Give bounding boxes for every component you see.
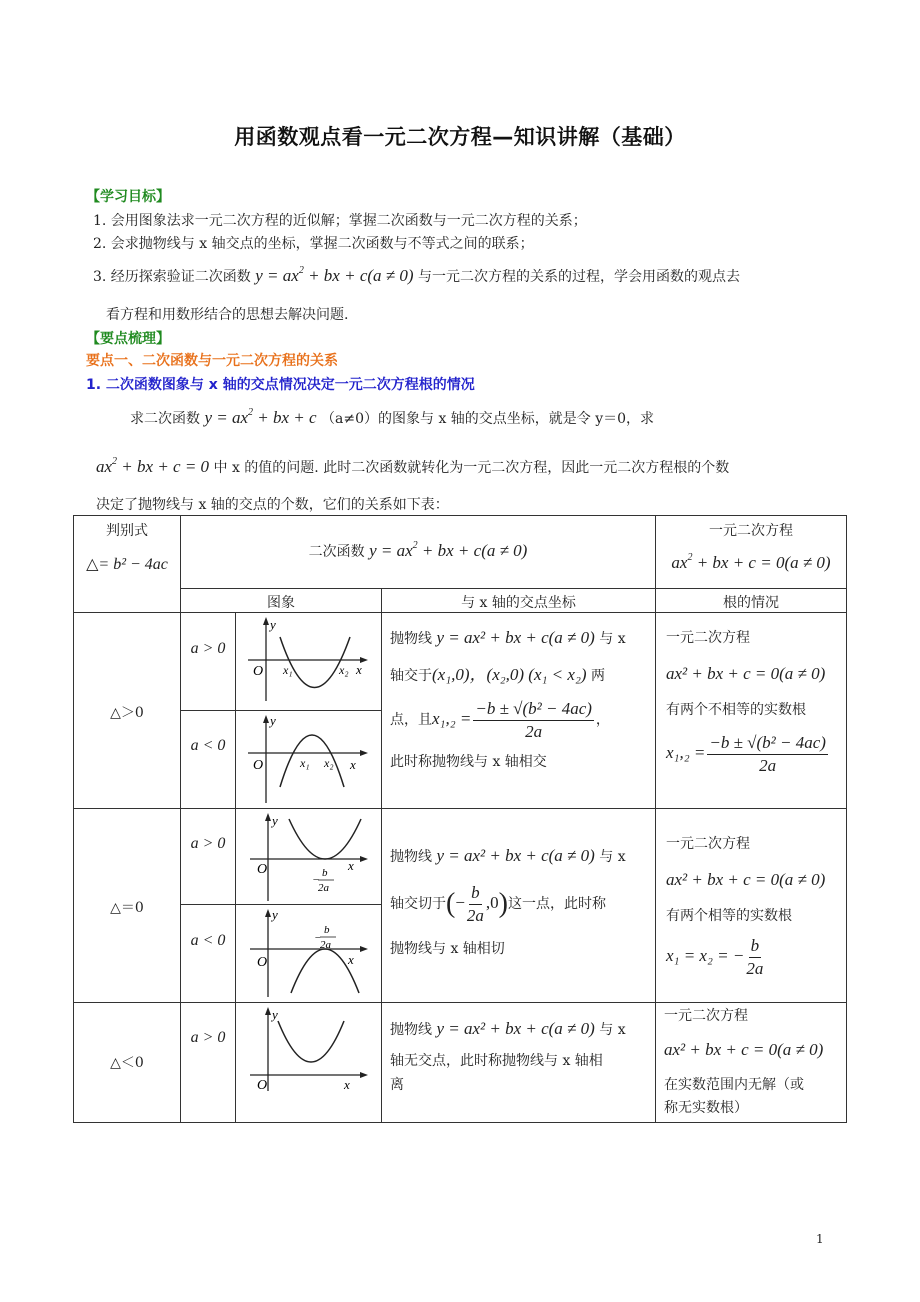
vertex-num-label: b xyxy=(324,924,330,936)
x-axis-arrow-icon xyxy=(360,750,368,756)
section-1-heading: 要点一、二次函数与一元二次方程的关系 xyxy=(86,353,338,369)
origin-label: O xyxy=(257,862,268,877)
page-title: 用函数观点看一元二次方程—知识讲解（基础） xyxy=(234,125,686,149)
vertex-den-label: 2a xyxy=(320,939,331,951)
r2-roots-l3: 有两个相等的实数根 xyxy=(666,908,792,924)
objectives-heading: 【学习目标】 xyxy=(86,189,170,205)
r2-l1-suffix: 与 x xyxy=(599,849,626,865)
r1-func: y = ax² + bx + c(a ≠ 0) xyxy=(436,628,595,647)
r1-l3-prefix: 点，且 xyxy=(390,712,432,728)
cond-r1-a: a > 0 xyxy=(190,640,226,657)
r1-roots-frac xyxy=(707,732,828,777)
r2-roots-formula-lhs: x₁ = x₂ = − xyxy=(666,946,745,965)
r2-point-frac xyxy=(467,882,484,927)
r1-formula-frac xyxy=(473,698,594,743)
y-axis-arrow-icon xyxy=(265,1007,271,1015)
x2-label: x₂ xyxy=(339,663,349,677)
r3-intersect xyxy=(390,1012,655,1095)
y-axis-arrow-icon xyxy=(263,617,269,625)
para-func: $y = ax^2$ + bx + c xyxy=(204,407,317,427)
paragraph-line-3: 决定了抛物线与 x 轴的交点的个数，它们的关系如下表： xyxy=(96,497,449,513)
row-line-header-split xyxy=(180,588,846,589)
x-axis-arrow-icon xyxy=(360,946,368,952)
r1-roots-num: −b ± √(b² − 4ac) xyxy=(707,732,828,755)
graph-down-tangent xyxy=(236,905,381,1002)
cond-r3-a: a > 0 xyxy=(190,1029,226,1046)
cond-r2-a: a > 0 xyxy=(190,835,226,852)
r1-intersect: 抛物线 y = ax² + bx + c(a ≠ 0) 与 x 轴交于(x₁,0)，(x₂,0) (x₁ < x₂) 两 点，且x₁,₂ = $\frac{\text{−b ± √(b² − 4ac)}}{2a}$ ， 此时称抛物线与 x 轴相交 xyxy=(390,620,655,780)
y-label: y xyxy=(272,813,278,828)
header-col-graph: 图象 xyxy=(267,595,295,611)
x1-label: x₁ xyxy=(283,663,293,677)
origin-label: O xyxy=(257,1078,268,1093)
r1-roots-l3: 有两个不相等的实数根 xyxy=(666,702,806,718)
header-function xyxy=(181,541,655,561)
origin-label: O xyxy=(253,758,264,773)
r1-l4: 此时称抛物线与 x 轴相交 xyxy=(390,754,547,770)
table-border-left xyxy=(73,515,74,1123)
table-border-right xyxy=(846,515,847,1123)
r3-func: y = ax² + bx + c(a ≠ 0) xyxy=(436,1019,595,1038)
r2-l2-prefix: 轴交切于 xyxy=(390,896,446,912)
y-axis-arrow-icon xyxy=(265,909,271,917)
paragraph-line-2 xyxy=(96,457,729,477)
col-line-3 xyxy=(381,588,382,1123)
delta-positive: △＞0 xyxy=(110,705,144,721)
y-label: y xyxy=(270,617,276,632)
y-label: y xyxy=(270,713,276,728)
r3-l3: 离 xyxy=(390,1077,404,1093)
parabola-curve xyxy=(289,819,361,859)
x1-label: x₁ xyxy=(300,756,310,770)
y-axis-arrow-icon xyxy=(263,715,269,723)
r2-intersect: 抛物线 y = ax² + bx + c(a ≠ 0) 与 x 轴交切于(− $\frac{b}{2a}$ ,0)这一点，此时称 抛物线与 x 轴相切 xyxy=(390,838,655,967)
keypoints-heading: 【要点梳理】 xyxy=(86,331,170,347)
r3-l1-prefix: 抛物线 xyxy=(390,1022,432,1038)
subsection-1-heading: 1. 二次函数图象与 x 轴的交点情况决定一元二次方程根的情况 xyxy=(86,377,475,393)
objective-3-suffix: 与一元二次方程的关系的过程，学会用函数的观点去 xyxy=(417,269,740,285)
r1-l1-suffix: 与 x xyxy=(599,631,626,647)
r2-roots-den: 2a xyxy=(746,958,764,978)
y-axis-arrow-icon xyxy=(265,813,271,821)
r1-roots-l1: 一元二次方程 xyxy=(666,630,750,646)
delta-negative: △＜0 xyxy=(110,1055,144,1071)
r2-l2-suffix: 这一点，此时称 xyxy=(508,896,606,912)
graph-up-no-roots xyxy=(236,1003,381,1122)
r1-formula-den: 2a xyxy=(525,721,543,741)
objective-3 xyxy=(93,266,740,286)
paragraph-line-1 xyxy=(130,408,654,428)
para-prefix: 求二次函数 xyxy=(130,411,200,427)
x-axis-arrow-icon xyxy=(360,1072,368,1078)
header-equation-label: 一元二次方程 xyxy=(709,523,793,539)
header-function-label: 二次函数 xyxy=(308,544,365,560)
x-label: x xyxy=(348,952,354,967)
x-label: x xyxy=(348,858,354,873)
objective-3-func: $y = ax^2$ + bx + c(a ≠ 0) xyxy=(255,265,414,285)
graph-down-two-roots xyxy=(236,711,381,808)
para-line2-suffix: 中 x 的值的问题. 此时二次函数就转化为一元二次方程，因此一元二次方程根的个数 xyxy=(213,460,730,476)
r3-roots-eq: ax² + bx + c = 0(a ≠ 0) xyxy=(664,1040,824,1059)
r3-roots-l1: 一元二次方程 xyxy=(664,1008,748,1024)
graph-up-two-roots xyxy=(236,613,381,710)
r2-roots-frac xyxy=(746,935,763,980)
header-equation-formula: $ax^2$ + bx + c = 0(a ≠ 0) xyxy=(671,552,831,572)
row-line-r1-bottom xyxy=(73,808,847,809)
x-label: x xyxy=(356,662,362,677)
cond-r1-b: a < 0 xyxy=(190,737,226,754)
r2-point-num: b xyxy=(469,882,482,905)
r2-roots-eq: ax² + bx + c = 0(a ≠ 0) xyxy=(666,870,826,889)
r3-roots-l3: 在实数范围内无解（或 xyxy=(664,1077,804,1093)
r1-formula-lhs: x₁,₂ = xyxy=(432,709,472,728)
r2-l3: 抛物线与 x 轴相切 xyxy=(390,941,505,957)
origin-label: O xyxy=(257,955,268,970)
vertex-minus: − xyxy=(314,932,322,944)
vertex-den-label: 2a xyxy=(318,882,329,894)
row-line-header-bottom xyxy=(73,612,847,613)
r1-l1-prefix: 抛物线 xyxy=(390,631,432,647)
page-number: 1 xyxy=(816,1232,824,1246)
table-border-bottom xyxy=(73,1122,847,1123)
objective-3-prefix: 3. 经历探索验证二次函数 xyxy=(93,269,251,285)
r2-func: y = ax² + bx + c(a ≠ 0) xyxy=(436,846,595,865)
delta-zero: △＝0 xyxy=(110,900,144,916)
r1-roots-den: 2a xyxy=(759,755,777,775)
r1-l2-suffix: 两 xyxy=(590,668,605,684)
r2-roots xyxy=(666,826,846,978)
x2-label: x₂ xyxy=(324,756,334,770)
objective-2: 2. 会求抛物线与 x 轴交点的坐标，掌握二次函数与不等式之间的联系； xyxy=(93,236,534,252)
r2-point-den: 2a xyxy=(466,905,484,925)
r2-roots-num: b xyxy=(749,935,762,958)
r1-points: (x₁,0)，(x₂,0) (x₁ < x₂) xyxy=(432,665,587,684)
r1-roots-eq: ax² + bx + c = 0(a ≠ 0) xyxy=(666,664,826,683)
header-col-intersect: 与 x 轴的交点坐标 xyxy=(461,595,576,611)
origin-label: O xyxy=(253,664,264,679)
r3-roots xyxy=(664,1005,844,1119)
para-eq: $ax^2$ + bx + c = 0 xyxy=(96,456,210,476)
header-function-formula: $y = ax^2$ + bx + c(a ≠ 0) xyxy=(369,540,528,560)
r1-roots xyxy=(666,620,846,778)
objective-3-cont: 看方程和用数形结合的思想去解决问题. xyxy=(106,307,349,323)
y-label: y xyxy=(272,1007,278,1022)
r3-l1-suffix: 与 x xyxy=(599,1022,626,1038)
parabola-curve xyxy=(278,1021,344,1062)
r1-l2-prefix: 轴交于 xyxy=(390,668,432,684)
para-cond: （a≠0） xyxy=(321,411,378,427)
x-label: x xyxy=(350,757,356,772)
header-discriminant-formula: △= b² − 4ac xyxy=(86,556,168,573)
x-label: x xyxy=(344,1077,350,1092)
row-line-r2-bottom xyxy=(73,1002,847,1003)
header-col-roots: 根的情况 xyxy=(723,595,779,611)
header-discriminant-label: 判别式 xyxy=(106,523,148,539)
parabola-curve xyxy=(280,735,344,787)
r2-l1-prefix: 抛物线 xyxy=(390,849,432,865)
r1-formula-num: −b ± √(b² − 4ac) xyxy=(473,698,594,721)
vertex-num-label: b xyxy=(322,867,328,879)
r3-roots-l4: 称无实数根） xyxy=(664,1100,748,1116)
x-axis-arrow-icon xyxy=(360,856,368,862)
para-suffix: 的图象与 x 轴的交点坐标，就是令 y＝0，求 xyxy=(378,411,655,427)
y-label: y xyxy=(272,907,278,922)
r2-roots-l1: 一元二次方程 xyxy=(666,836,750,852)
table-border-top xyxy=(73,515,847,516)
vertex-minus: − xyxy=(312,874,320,886)
r3-l2: 轴无交点，此时称抛物线与 x 轴相 xyxy=(390,1053,603,1069)
graph-up-tangent xyxy=(236,809,381,904)
objective-1: 1. 会用图象法求一元二次方程的近似解；掌握二次函数与一元二次方程的关系； xyxy=(93,213,587,229)
cond-r2-b: a < 0 xyxy=(190,932,226,949)
r1-roots-formula-lhs: x₁,₂ = xyxy=(666,743,706,762)
